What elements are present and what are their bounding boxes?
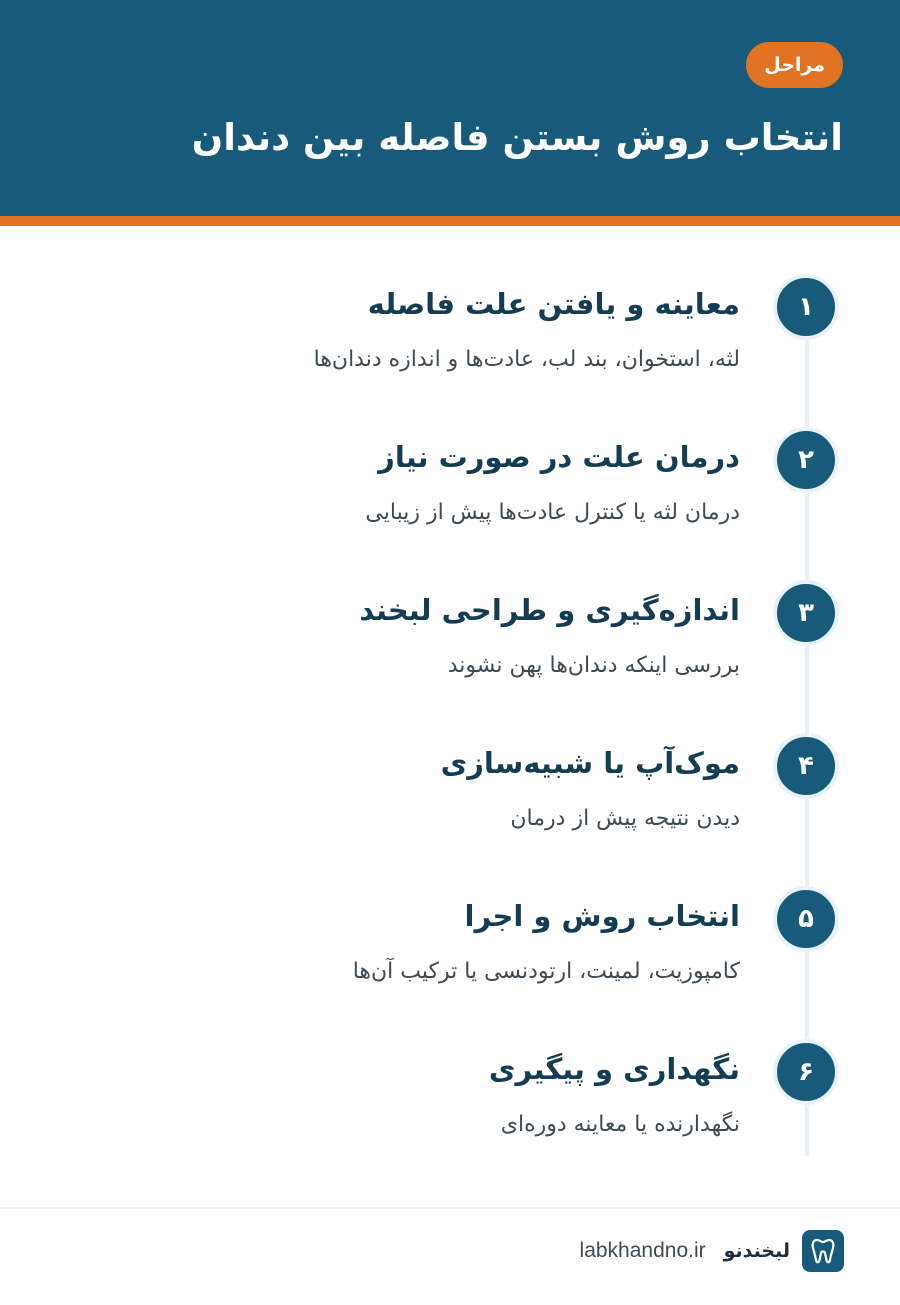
step-item bbox=[0, 226, 900, 378]
step-description: دیدن نتیجه پیش از درمان bbox=[510, 806, 740, 831]
step-title: درمان علت در صورت نیاز bbox=[378, 440, 740, 474]
site-domain: labkhandno.ir bbox=[579, 1239, 706, 1262]
step-title: موک‌آپ یا شبیه‌سازی bbox=[440, 746, 740, 780]
step-item bbox=[0, 991, 900, 1143]
step-description: درمان لثه یا کنترل عادت‌ها پیش از زیبایی bbox=[365, 500, 740, 525]
step-item bbox=[0, 685, 900, 837]
step-description: کامپوزیت، لمینت، ارتودنسی یا ترکیب آن‌ها bbox=[352, 959, 740, 984]
step-title: انتخاب روش و اجرا bbox=[464, 899, 740, 933]
step-item bbox=[0, 838, 900, 990]
header-accent-stripe bbox=[0, 216, 900, 226]
step-title: نگهداری و پیگیری bbox=[488, 1052, 740, 1086]
step-title: اندازه‌گیری و طراحی لبخند bbox=[359, 593, 740, 627]
steps-badge: مراحل bbox=[746, 42, 843, 88]
step-number: ۲ bbox=[773, 427, 839, 493]
footer-brand bbox=[580, 1230, 844, 1272]
step-item bbox=[0, 379, 900, 531]
header-banner bbox=[0, 0, 900, 216]
step-description: بررسی اینکه دندان‌ها پهن نشوند bbox=[447, 653, 740, 678]
step-number: ۵ bbox=[773, 886, 839, 952]
steps-timeline bbox=[0, 226, 900, 1206]
page-title: انتخاب روش بستن فاصله بین دندان bbox=[191, 116, 843, 159]
step-number: ۴ bbox=[773, 733, 839, 799]
step-description: نگهدارنده یا معاینه دوره‌ای bbox=[500, 1112, 740, 1137]
brand-name: لبخندنو bbox=[723, 1240, 790, 1262]
step-description: لثه، استخوان، بند لب، عادت‌ها و اندازه دندان‌ها bbox=[313, 347, 740, 372]
step-item bbox=[0, 532, 900, 684]
step-title: معاینه و یافتن علت فاصله bbox=[367, 287, 740, 321]
step-number: ۳ bbox=[773, 580, 839, 646]
brand-logo bbox=[802, 1230, 844, 1272]
footer-divider bbox=[0, 1207, 900, 1209]
tooth-icon bbox=[811, 1238, 835, 1264]
step-number: ۱ bbox=[773, 274, 839, 340]
step-number: ۶ bbox=[773, 1039, 839, 1105]
